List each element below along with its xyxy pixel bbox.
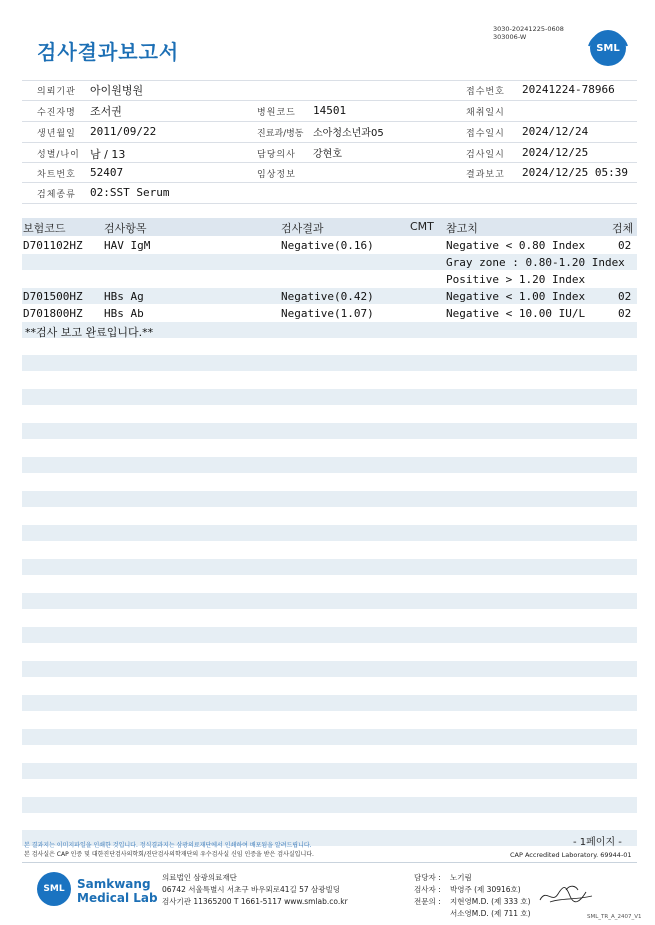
col-header-item: 검사항목 xyxy=(104,222,147,235)
table-stripe xyxy=(22,355,637,371)
image-print-notice: 본 결과지는 이미지파일을 인쇄한 것입니다. 정식결과지는 삼광의료재단에서 인쇄하여 배포됨을 알려드립니다. xyxy=(24,842,312,849)
info-divider xyxy=(22,100,637,101)
staff-tester: 박영주 (제 30916호) xyxy=(450,885,521,894)
row-result: Negative(0.42) xyxy=(281,290,374,303)
sml-logo-text: SML xyxy=(596,43,620,54)
staff-specialist-1: 지현영M.D. (제 333 호) xyxy=(450,897,531,906)
page-number: - 1페이지 - xyxy=(573,837,622,848)
staff-specialist-label: 전문의 : xyxy=(414,897,441,906)
row-reference: Negative < 10.00 IU/L xyxy=(446,307,586,320)
info-divider xyxy=(22,162,637,163)
sex-age-label: 성별/나이 xyxy=(37,150,80,160)
row-result: Negative(0.16) xyxy=(281,239,374,252)
report-date-value: 2024/12/25 05:39 xyxy=(522,166,628,179)
chart-no-label: 차트번호 xyxy=(37,170,76,180)
row-reference: Negative < 0.80 Index xyxy=(446,239,586,252)
table-stripe xyxy=(22,525,637,541)
staff-specialist-2: 서소영M.D. (제 711 호) xyxy=(450,909,531,918)
table-stripe xyxy=(22,661,637,677)
receipt-date-label: 접수일시 xyxy=(466,129,505,139)
table-stripe xyxy=(22,593,637,609)
hospital-code-value: 14501 xyxy=(313,104,347,117)
table-stripe xyxy=(22,763,637,779)
table-stripe xyxy=(22,627,637,643)
info-divider xyxy=(22,80,637,81)
report-title: 검사결과보고서 xyxy=(37,40,180,64)
row-result: Negative(1.07) xyxy=(281,307,374,320)
table-stripe xyxy=(22,559,637,575)
col-header-result: 검사결과 xyxy=(281,222,324,235)
row-code: D701102HZ xyxy=(23,239,83,252)
col-header-code: 보험코드 xyxy=(23,222,66,235)
dept-value: 소아청소년과05 xyxy=(313,128,384,139)
document-code-line2: 303006-W xyxy=(493,33,527,41)
table-stripe xyxy=(22,729,637,745)
table-stripe xyxy=(22,389,637,405)
signature-icon xyxy=(536,880,596,910)
hospital-code-label: 병원코드 xyxy=(257,108,296,118)
specimen-type-label: 검체종류 xyxy=(37,190,76,200)
table-stripe xyxy=(22,457,637,473)
birth-value: 2011/09/22 xyxy=(90,125,157,138)
receipt-date-value: 2024/12/24 xyxy=(522,125,589,138)
patient-label: 수진자명 xyxy=(37,108,76,118)
test-date-label: 검사일시 xyxy=(466,150,505,160)
staff-manager-label: 담당자 : xyxy=(414,873,441,882)
brand-name-line2: Medical Lab xyxy=(77,891,158,905)
report-complete-note: **검사 보고 완료입니다.** xyxy=(25,326,154,339)
row-specimen: 02 xyxy=(618,290,632,303)
sex-age-value: 남 / 13 xyxy=(90,148,126,161)
footer-divider xyxy=(22,862,637,863)
row-item: HBs Ag xyxy=(104,290,144,303)
row-item: HBs Ab xyxy=(104,307,144,320)
org-address: 06742 서울특별시 서초구 바우뫼로41길 57 삼광빌딩 xyxy=(162,885,341,894)
accreditation-notice: 본 검사실은 CAP 인증 및 대한진단검사의학회/진단검사의학재단의 우수검사실 신임 인증을 받은 검사실입니다. xyxy=(24,851,314,858)
row-specimen: 02 xyxy=(618,239,632,252)
brand-name-line1: Samkwang xyxy=(77,877,151,891)
table-stripe xyxy=(22,423,637,439)
row-code: D701800HZ xyxy=(23,307,83,320)
specimen-type-value: 02:SST Serum xyxy=(90,186,170,199)
table-stripe xyxy=(22,695,637,711)
table-stripe xyxy=(22,491,637,507)
chart-no-value: 52407 xyxy=(90,166,124,179)
staff-manager: 노기림 xyxy=(450,873,472,882)
col-header-specimen: 검체 xyxy=(612,222,634,235)
row-reference: Positive > 1.20 Index xyxy=(446,273,586,286)
table-stripe xyxy=(22,797,637,813)
collect-date-label: 채취일시 xyxy=(466,108,505,118)
info-divider xyxy=(22,203,637,204)
document-code-line1: 3030-20241225-0608 xyxy=(493,25,564,33)
info-divider xyxy=(22,182,637,183)
doctor-value: 강현호 xyxy=(313,149,342,160)
row-reference: Gray zone : 0.80-1.20 Index xyxy=(446,256,625,269)
receipt-no-value: 20241224-78966 xyxy=(522,83,615,96)
sml-footer-logo-text: SML xyxy=(43,884,65,894)
row-specimen: 02 xyxy=(618,307,632,320)
doctor-label: 담당의사 xyxy=(257,150,296,160)
info-divider xyxy=(22,121,637,122)
clinical-info-label: 임상정보 xyxy=(257,170,296,180)
org-name: 의료법인 삼광의료재단 xyxy=(162,873,237,882)
cap-accreditation: CAP Accredited Laboratory. 69944-01 xyxy=(510,851,632,859)
row-reference: Negative < 1.00 Index xyxy=(446,290,586,303)
info-divider xyxy=(22,142,637,143)
hospital-label: 의뢰기관 xyxy=(37,87,76,97)
hospital-value: 아이원병원 xyxy=(90,84,144,97)
receipt-no-label: 접수번호 xyxy=(466,87,505,97)
row-item: HAV IgM xyxy=(104,239,151,252)
test-date-value: 2024/12/25 xyxy=(522,146,589,159)
org-contact: 검사기관 11365200 T 1661-5117 www.smlab.co.kr xyxy=(162,897,348,906)
birth-label: 생년월일 xyxy=(37,129,76,139)
col-header-reference: 참고치 xyxy=(446,222,478,235)
staff-tester-label: 검사자 : xyxy=(414,885,441,894)
report-date-label: 결과보고 xyxy=(466,170,505,180)
dept-label: 진료과/병동 xyxy=(257,129,304,139)
form-code: SML_TR_A_2407_V1 xyxy=(587,914,642,920)
col-header-cmt: CMT xyxy=(410,220,434,233)
row-code: D701500HZ xyxy=(23,290,83,303)
patient-value: 조서권 xyxy=(90,105,122,118)
